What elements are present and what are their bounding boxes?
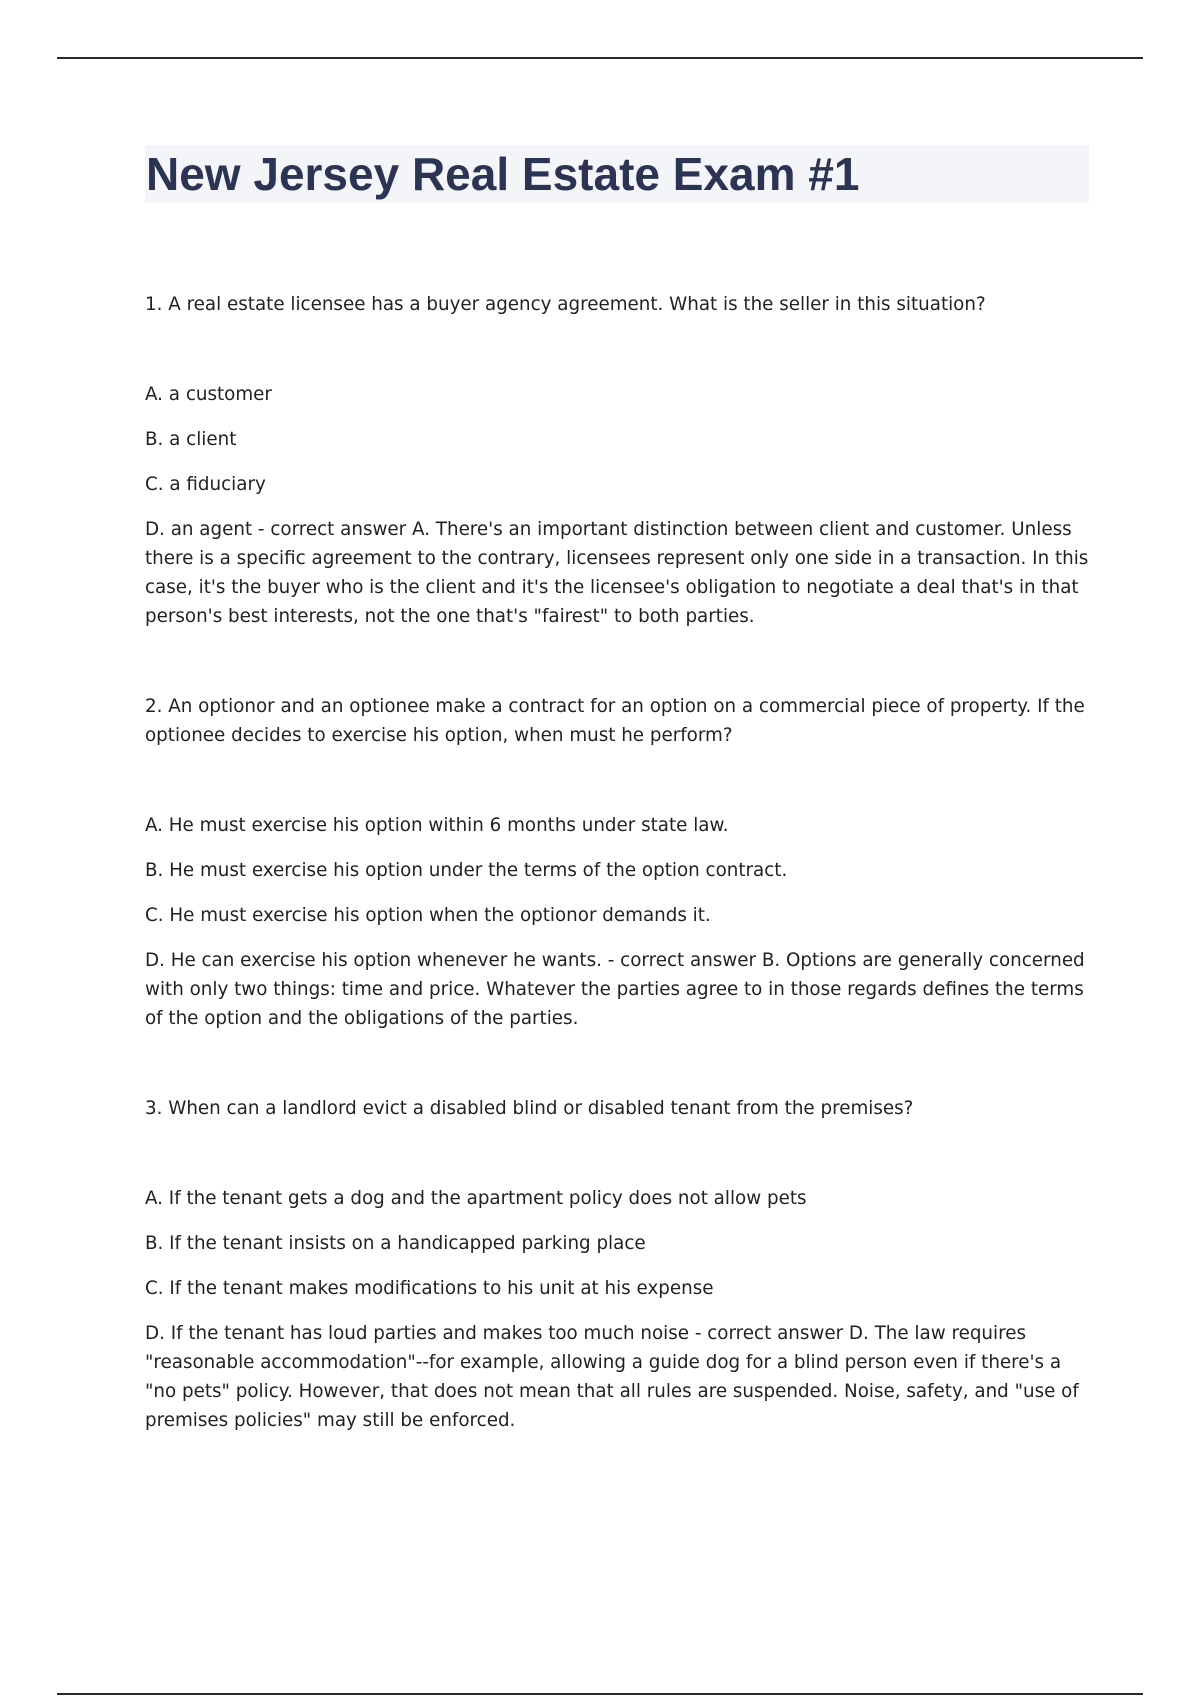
answer-explanation: - correct answer B. Options are generally concerned with only two things: time and price. Whatever the parties agree to in those regards defines the terms of the option and the obligations of the parties. xyxy=(145,950,1090,1029)
option-b: B. If the tenant insists on a handicapped parking place xyxy=(145,1233,646,1254)
option-c: C. He must exercise his option when the optionor demands it. xyxy=(145,905,711,926)
option-c: C. If the tenant makes modifications to his unit at his expense xyxy=(145,1278,714,1299)
option-b: B. He must exercise his option under the terms of the option contract. xyxy=(145,860,788,881)
option-a: A. If the tenant gets a dog and the apartment policy does not allow pets xyxy=(145,1188,807,1209)
page-title: New Jersey Real Estate Exam #1 xyxy=(146,148,860,200)
top-rule xyxy=(57,57,1143,59)
option-d: D. He can exercise his option whenever he wants. xyxy=(145,950,602,971)
answer-explanation: - correct answer D. The law requires "reasonable accommodation"--for example, allowing a guide dog for a blind person even if there's a "no pets" policy. However, that does not mean that all rules are suspended. Noise, safety, and "use of premises policies" may still be enforced. xyxy=(145,1323,1085,1431)
question-block-1 xyxy=(145,290,1095,631)
question-block-2 xyxy=(145,692,1089,1033)
question-text: 3. When can a landlord evict a disabled blind or disabled tenant from the premises? xyxy=(145,1098,914,1119)
answer-explanation: - correct answer A. There's an important distinction between client and customer. Unless there is a specific agreement to the contrary, licensees represent only one side in a transaction. In this case, it's the buyer who is the client and it's the licensee's obligation to negotiate a deal that's in that person's best interests, not the one that's "fairest" to both parties. xyxy=(145,519,1094,627)
question-block-3 xyxy=(145,1094,1089,1435)
option-d: D. an agent xyxy=(145,519,253,540)
option-c: C. a fiduciary xyxy=(145,474,266,495)
option-a: A. He must exercise his option within 6 months under state law. xyxy=(145,815,729,836)
question-list xyxy=(145,290,1095,1435)
option-d-with-answer xyxy=(145,946,1089,1033)
bottom-rule xyxy=(57,1693,1143,1695)
question-text: 2. An optionor and an optionee make a contract for an option on a commercial piece of property. If the optionee decides to exercise his option, when must he perform? xyxy=(145,696,1085,746)
option-d-with-answer xyxy=(145,515,1095,631)
question-text: 1. A real estate licensee has a buyer agency agreement. What is the seller in this situation? xyxy=(145,294,986,315)
option-d-with-answer xyxy=(145,1319,1089,1435)
option-b: B. a client xyxy=(145,429,237,450)
option-a: A. a customer xyxy=(145,384,272,405)
option-d: D. If the tenant has loud parties and makes too much noise xyxy=(145,1323,690,1344)
